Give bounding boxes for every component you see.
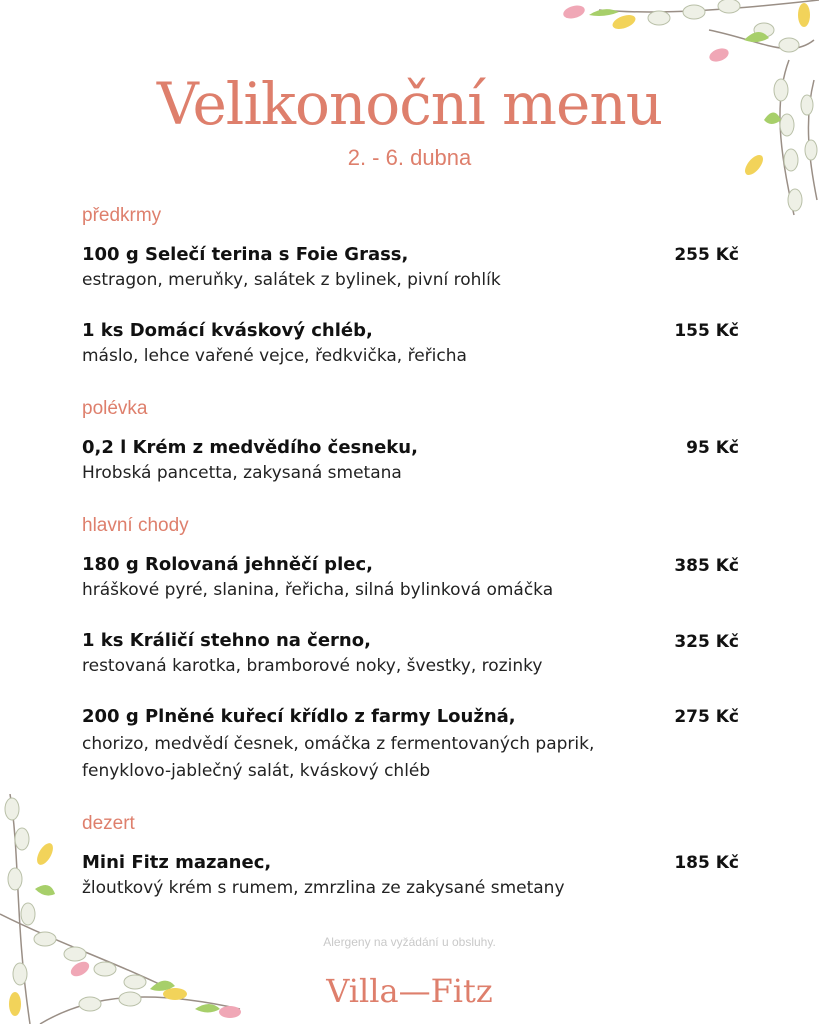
item-price: 185 Kč bbox=[674, 853, 739, 873]
item-name: 100 g Selečí terina s Foie Grass, bbox=[82, 244, 409, 265]
item-description: hráškové pyré, slanina, řeřicha, silná bylinková omáčka bbox=[82, 580, 554, 600]
item-description: žloutkový krém s rumem, zmrzlina ze zakysané smetany bbox=[82, 878, 565, 898]
item-name: 1 ks Domácí kváskový chléb, bbox=[82, 320, 373, 341]
brand-logo: Villa—Fitz bbox=[326, 972, 493, 1010]
item-description: fenyklovo-jablečný salát, kváskový chléb bbox=[82, 761, 431, 781]
item-name: 1 ks Králičí stehno na černo, bbox=[82, 630, 371, 651]
item-description: máslo, lehce vařené vejce, ředkvička, řeřicha bbox=[82, 346, 467, 366]
item-name: 200 g Plněné kuřecí křídlo z farmy Loužná, bbox=[82, 706, 516, 727]
menu-title: Velikonoční menu bbox=[156, 70, 663, 138]
item-name: 180 g Rolovaná jehněčí plec, bbox=[82, 554, 373, 575]
item-price: 95 Kč bbox=[686, 438, 739, 458]
item-description: chorizo, medvědí česnek, omáčka z fermentovaných paprik, bbox=[82, 734, 595, 754]
section-label-dezert: dezert bbox=[82, 813, 135, 834]
section-label-predkrmy: předkrmy bbox=[82, 205, 162, 226]
menu-date: 2. - 6. dubna bbox=[347, 145, 472, 170]
item-name: Mini Fitz mazanec, bbox=[82, 852, 272, 873]
item-price: 155 Kč bbox=[674, 321, 739, 341]
allergens-note: Alergeny na vyžádání u obsluhy. bbox=[323, 935, 496, 949]
item-description: restovaná karotka, bramborové noky, švestky, rozinky bbox=[82, 656, 543, 676]
section-label-polevka: polévka bbox=[82, 398, 148, 419]
item-description: Hrobská pancetta, zakysaná smetana bbox=[82, 463, 402, 483]
item-price: 385 Kč bbox=[674, 556, 739, 576]
item-price: 275 Kč bbox=[674, 707, 739, 727]
item-price: 325 Kč bbox=[674, 632, 739, 652]
section-label-hlavni-chody: hlavní chody bbox=[82, 515, 189, 536]
item-price: 255 Kč bbox=[674, 245, 739, 265]
item-name: 0,2 l Krém z medvědího česneku, bbox=[82, 437, 418, 458]
item-description: estragon, meruňky, salátek z bylinek, pivní rohlík bbox=[82, 270, 501, 290]
